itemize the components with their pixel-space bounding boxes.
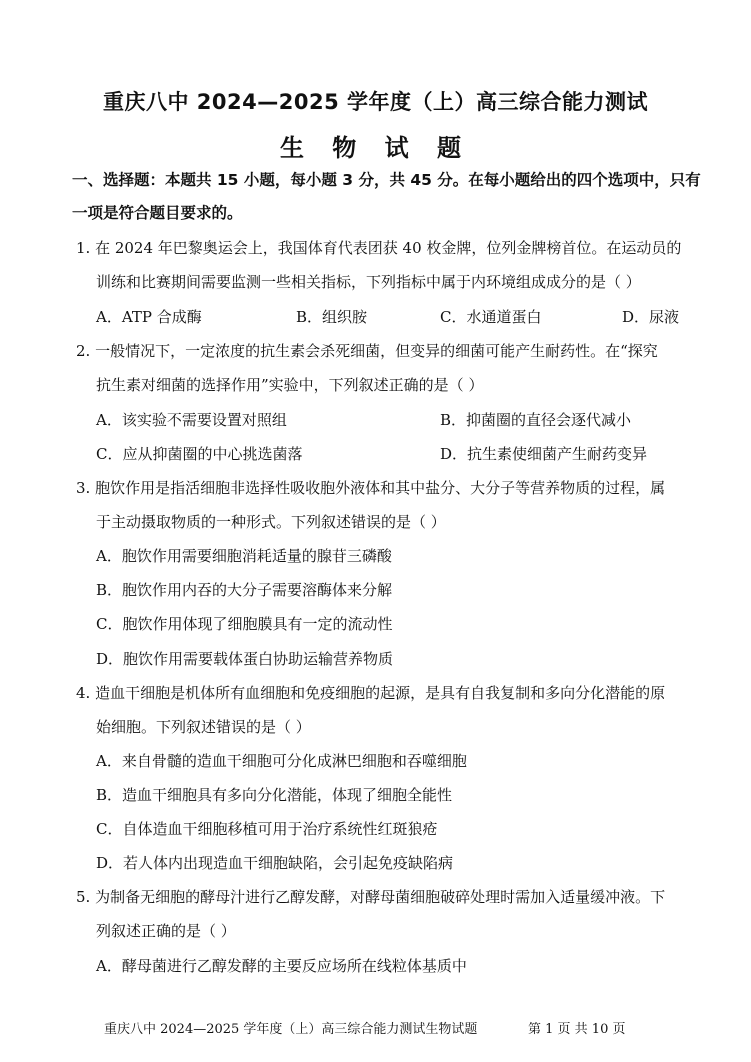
option-d: D．胞饮作用需要载体蛋白协助运输营养物质	[96, 650, 394, 668]
option-d: D．尿液	[622, 308, 680, 326]
option-a: A．胞饮作用需要细胞消耗适量的腺苷三磷酸	[96, 547, 392, 565]
option-a: A．来自骨髓的造血干细胞可分化成淋巴细胞和吞噬细胞	[96, 752, 467, 770]
option-b: B．组织胺	[296, 308, 368, 326]
option-d: D．抗生素使细菌产生耐药变异	[440, 445, 648, 463]
option-c: C．应从抑菌圈的中心挑选菌落	[96, 445, 303, 463]
option-c: C．水通道蛋白	[440, 308, 542, 326]
option-a: A．该实验不需要设置对照组	[96, 411, 287, 429]
question-text-line: 5. 为制备无细胞的酵母汁进行乙醇发酵，对酵母菌细胞破碎处理时需加入适量缓冲液。下	[76, 888, 666, 906]
question-text-line: 抗生素对细菌的选择作用”实验中，下列叙述正确的是（ ）	[96, 376, 484, 394]
section-heading-line-2: 一项是符合题目要求的。	[72, 204, 243, 222]
section-heading-line-1: 一、选择题：本题共 15 小题，每小题 3 分，共 45 分。在每小题给出的四个选项中，只有	[72, 171, 701, 189]
question-text-line: 训练和比赛期间需要监测一些相关指标，下列指标中属于内环境组成成分的是（ ）	[96, 273, 641, 291]
question-text-line: 列叙述正确的是（ ）	[96, 922, 236, 940]
subject-title: 生 物 试 题	[279, 134, 472, 162]
page-title: 重庆八中 2024—2025 学年度（上）高三综合能力测试	[102, 90, 648, 114]
option-c: C．胞饮作用体现了细胞膜具有一定的流动性	[96, 615, 393, 633]
question-text-line: 始细胞。下列叙述错误的是（ ）	[96, 718, 311, 736]
option-a: A．酵母菌进行乙醇发酵的主要反应场所在线粒体基质中	[96, 957, 467, 975]
footer-page-number: 第 1 页 共 10 页	[528, 1022, 626, 1037]
option-c: C．自体造血干细胞移植可用于治疗系统性红斑狼疮	[96, 820, 438, 838]
option-d: D．若人体内出现造血干细胞缺陷，会引起免疫缺陷病	[96, 854, 454, 872]
question-text-line: 2. 一般情况下，一定浓度的抗生素会杀死细菌，但变异的细菌可能产生耐药性。在“探究	[76, 342, 658, 360]
option-b: B．胞饮作用内吞的大分子需要溶酶体来分解	[96, 581, 393, 599]
option-b: B．造血干细胞具有多向分化潜能，体现了细胞全能性	[96, 786, 453, 804]
option-b: B．抑菌圈的直径会逐代减小	[440, 411, 632, 429]
question-text-line: 3. 胞饮作用是指活细胞非选择性吸收胞外液体和其中盐分、大分子等营养物质的过程，属	[76, 479, 666, 497]
question-text-line: 于主动摄取物质的一种形式。下列叙述错误的是（ ）	[96, 513, 446, 531]
option-a: A．ATP 合成酶	[96, 308, 202, 326]
question-text-line: 1. 在 2024 年巴黎奥运会上，我国体育代表团获 40 枚金牌，位列金牌榜首位。在运动员的	[76, 239, 682, 257]
footer-exam-name: 重庆八中 2024—2025 学年度（上）高三综合能力测试生物试题	[104, 1022, 478, 1037]
question-text-line: 4. 造血干细胞是机体所有血细胞和免疫细胞的起源，是具有自我复制和多向分化潜能的原	[76, 684, 666, 702]
